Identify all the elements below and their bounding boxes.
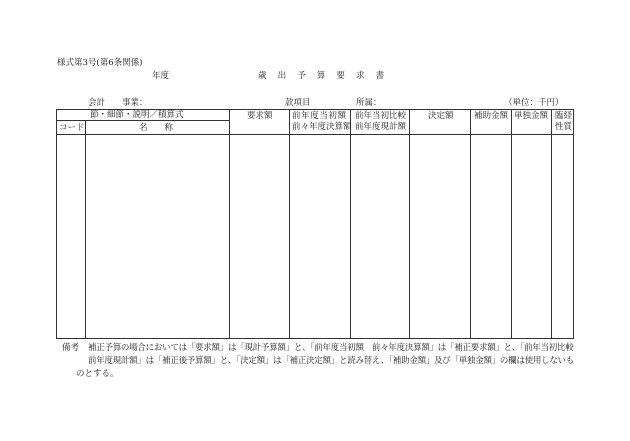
table-border-bottom: [56, 338, 574, 339]
header-independent: 単独金額: [514, 111, 549, 121]
account-label: 会計: [88, 98, 106, 108]
budget-request-table: [56, 109, 574, 339]
table-border-left: [56, 109, 57, 339]
project-label: 事業：: [122, 98, 148, 108]
header-name: 名 称: [139, 123, 174, 133]
header-nature: 性質: [555, 122, 573, 132]
header-request: 要求額: [247, 111, 273, 121]
subsidy-column-divider: [511, 109, 512, 339]
notes-line-1: 補正予算の場合においては「要求額」は「現計予算額」と、「前年度当初額 前々年度決算額」は「補正要求額」と、「前年当初比較: [88, 343, 574, 353]
header-code: コード: [59, 123, 85, 133]
request-column-divider: [289, 109, 290, 339]
department-label: 所属：: [356, 98, 382, 108]
header-previous-initial: 前年度当初額: [292, 111, 347, 121]
decision-column-divider: [470, 109, 471, 339]
header-bottom-line: [56, 134, 574, 135]
header-comparison: 前年当初比較: [355, 111, 407, 121]
comparison-column-divider: [409, 109, 410, 339]
fiscal-year-label: 年度: [152, 71, 170, 81]
code-column-divider: [85, 120, 86, 339]
form-number: 様式第3号(第6条関係): [57, 58, 143, 68]
independent-column-divider: [551, 109, 552, 339]
header-rinkei: 臨経: [555, 111, 573, 121]
table-border-right: [573, 109, 574, 339]
notes-line-2: 前年度現計額」は「補正後予算額」と、「決定額」は「補正決定額」と読み替え、「補助金額」及び「単独金額」の欄は使用しないも: [88, 356, 575, 366]
header-decision: 決定額: [428, 111, 454, 121]
previous-column-divider: [350, 109, 351, 339]
budget-item-label: 款項目: [285, 98, 311, 108]
header-setsu: 節・細節・説明／積算式: [90, 110, 184, 120]
header-divider-left: [56, 120, 230, 121]
document-title: 歳 出 予 算 要 求 書: [258, 71, 389, 81]
header-subsidy: 補助金額: [474, 111, 509, 121]
notes-line-3: のとする。: [76, 369, 119, 379]
header-current-total: 前年度現計額: [355, 122, 407, 132]
name-column-divider: [229, 109, 230, 339]
notes-label: 備考: [62, 343, 80, 353]
header-settlement: 前々年度決算額: [292, 122, 352, 132]
unit-label: （単位：千円）: [504, 98, 564, 108]
